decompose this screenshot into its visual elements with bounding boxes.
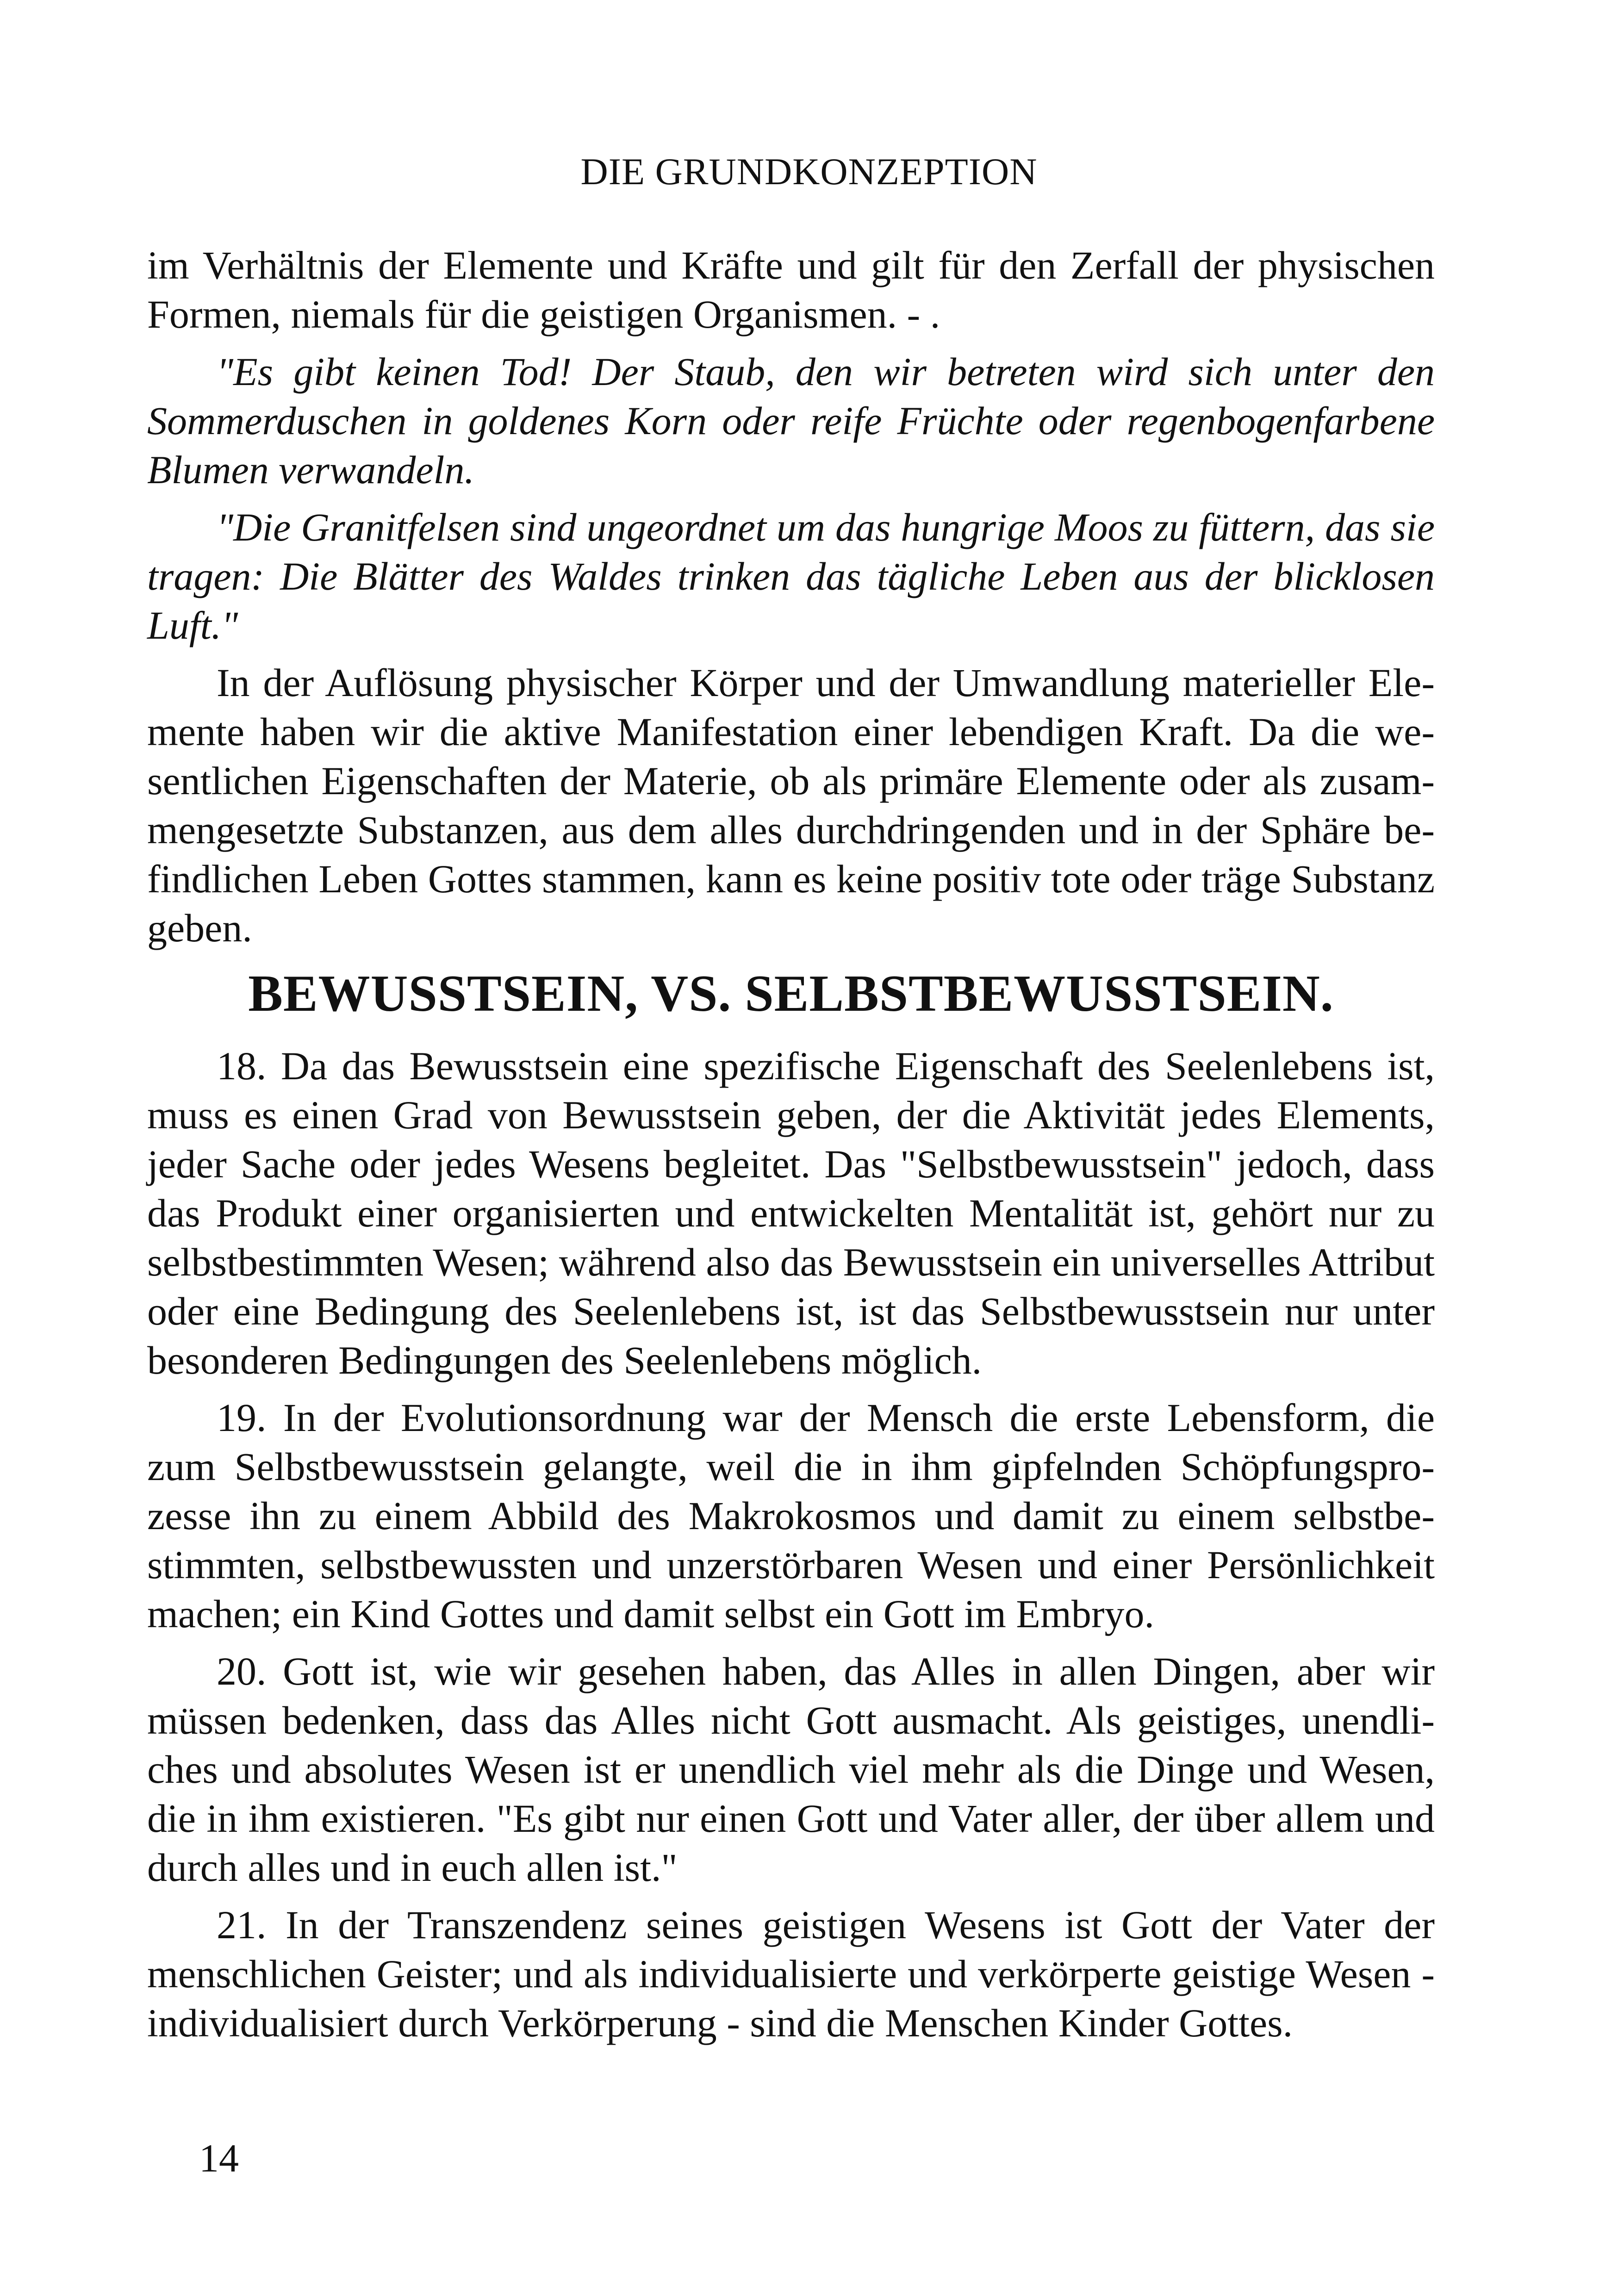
- paragraph: In der Auflösung physischer Körper und der Umwandlung materieller Elemente haben wir die aktive Manifestation einer lebendigen Kraft. Da die wesentlichen Eigenschaften der Materie, ob als primäre Elemente oder als zusammengesetzte Substanzen, aus dem alles durchdringenden und in der Sphäre befindlichen Leben Gottes stammen, kann es keine positiv tote oder träge Substanz geben.: [147, 660, 1435, 950]
- paragraph-18: 18. Da das Bewusstsein eine spezifische Eigenschaft des Seelenlebens ist, muss es einen Grad von Bewusstsein geben, der die Aktivität jedes Elements, jeder Sache oder jedes Wesens begleitet. Das "Selbstbewusstsein" jedoch, dass das Produkt einer organisierten und entwickelten Mentalität ist, gehört nur zu selbstbestimmten Wesen; während also das Bewusstsein ein universelles Attribut oder eine Bedingung des Seelenlebens ist, ist das Selbstbewusstsein nur unter besonderen Bedingungen des Seelenlebens möglich.: [147, 1044, 1435, 1382]
- body-text: [147, 241, 1435, 2056]
- quote-paragraph: "Es gibt keinen Tod! Der Staub, den wir betreten wird sich unter den Sommerduschen in goldenes Korn oder reife Früchte oder regenbogenfarbene Blumen verwandeln.: [147, 349, 1435, 492]
- paragraph: im Verhältnis der Elemente und Kräfte und gilt für den Zerfall der physischen Formen, niemals für die geistigen Organismen. - .: [147, 243, 1435, 336]
- quote-paragraph: "Die Granitfelsen sind ungeordnet um das hungrige Moos zu füttern, das sie tragen: Die Blätter des Waldes trinken das tägliche Leben aus der blicklosen Luft.": [147, 505, 1435, 647]
- paragraph-21: 21. In der Transzendenz seines geistigen Wesens ist Gott der Vater der menschlichen Geister; und als individualisierte und verkörperte geistige Wesen - individualisiert durch Verkörperung - sind die Menschen Kinder Gottes.: [147, 1903, 1435, 2045]
- section-heading: BEWUSSTSEIN, VS. SELBSTBEWUSSTSEIN.: [248, 965, 1334, 1022]
- paragraph-19: 19. In der Evolutionsordnung war der Mensch die erste Lebensform, die zum Selbstbewusstsein gelangte, weil die in ihm gipfelnden Schöpfungsprozesse ihn zu einem Abbild des Makrokosmos und damit zu einem selbstbestimmten, selbstbewussten und unzerstörbaren Wesen und einer Persönlichkeit machen; ein Kind Gottes und damit selbst ein Gott im Embryo.: [147, 1395, 1435, 1636]
- running-head: DIE GRUNDKONZEPTION: [580, 150, 1038, 193]
- page-number: 14: [199, 2136, 239, 2180]
- paragraph-20: 20. Gott ist, wie wir gesehen haben, das Alles in allen Dingen, aber wir müssen bedenken, dass das Alles nicht Gott ausmacht. Als geistiges, unendliches und absolutes Wesen ist er unendlich viel mehr als die Dinge und Wesen, die in ihm existieren. "Es gibt nur einen Gott und Vater aller, der über allem und durch alles und in euch allen ist.": [147, 1649, 1435, 1890]
